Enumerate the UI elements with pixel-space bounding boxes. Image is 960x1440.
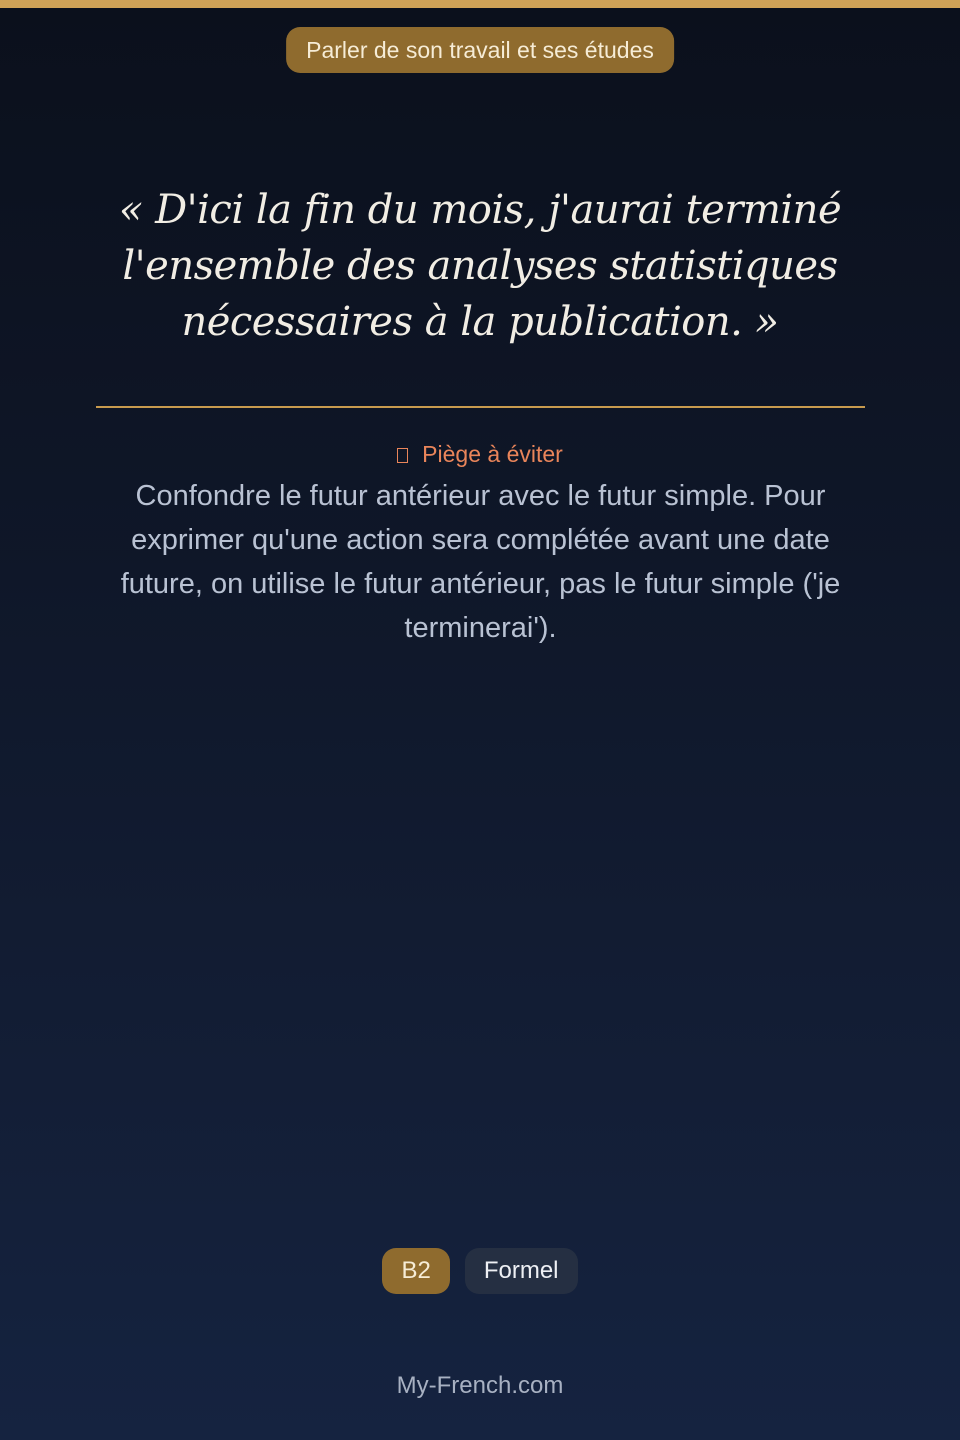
divider (96, 406, 865, 408)
example-sentence: « D'ici la fin du mois, j'aurai terminé l'ensemble des analyses statistiques nécessaires à la publication. » (118, 187, 842, 345)
site-footer: My-French.com (396, 1372, 564, 1399)
top-accent-bar (0, 0, 960, 8)
register-badge: Formel (465, 1248, 578, 1294)
tag-list (0, 1248, 960, 1294)
pitfall-heading (0, 439, 960, 469)
topic-badge: Parler de son travail et ses études (286, 27, 674, 73)
level-badge: B2 (382, 1248, 449, 1294)
warning-icon (397, 448, 408, 463)
pitfall-explanation: Confondre le futur antérieur avec le futur simple. Pour exprimer qu'une action sera complétée avant une date future, on utilise le futur antérieur, pas le futur simple ('je terminerai'). (120, 480, 841, 644)
pitfall-title: Piège à éviter (422, 441, 563, 467)
